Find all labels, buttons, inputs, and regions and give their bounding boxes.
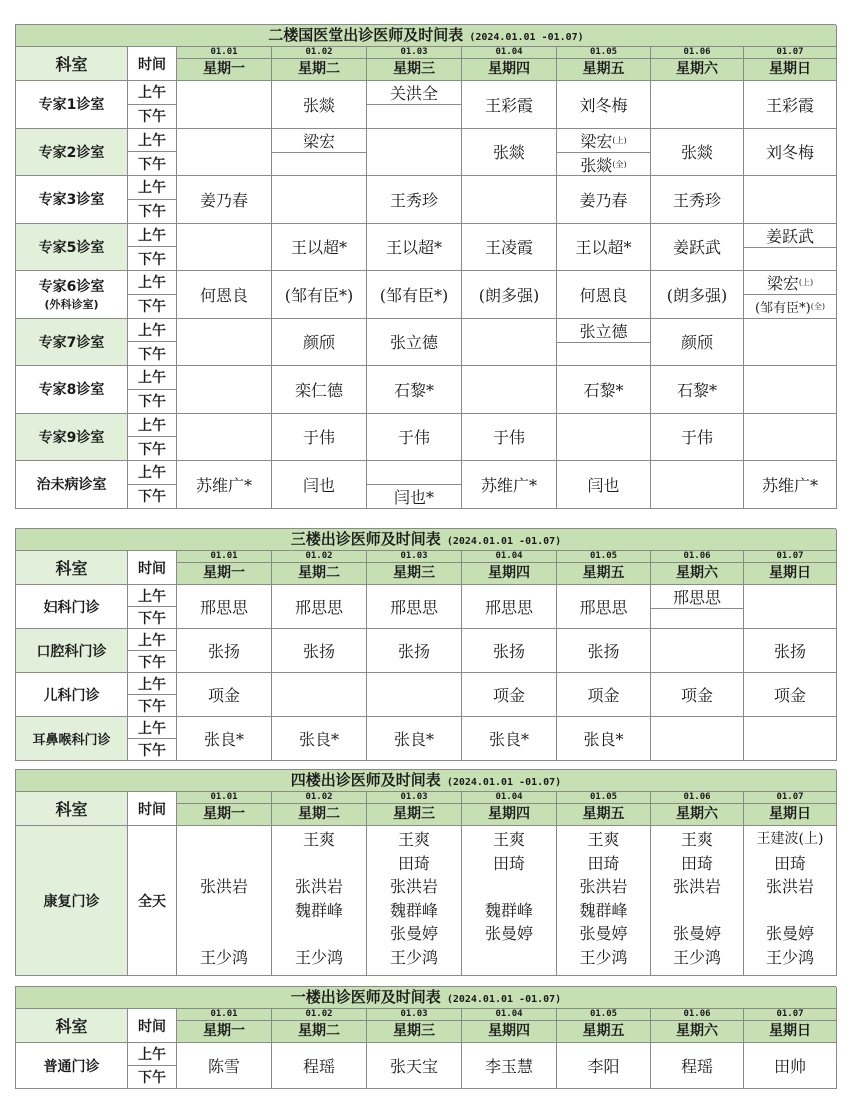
schedule-cell: 王以超* [272,224,367,272]
schedule-cell: 张天宝 [367,1043,462,1089]
date-cell: 01.01 [177,551,272,563]
weekday-cell: 星期三 [367,804,462,826]
dept-name: 妇科门诊 [16,585,128,629]
time-slots: 上午 下午 [128,176,177,224]
time-slots: 上午 下午 [128,629,177,673]
schedule-cell: 陈雪 [177,1043,272,1089]
schedule-cell: 张燚 [651,129,744,177]
weekday-cell: 星期四 [462,804,557,826]
schedule-cell: 王秀珍 [651,176,744,224]
schedule-cell: 王秀珍 [367,176,462,224]
schedule-cell [744,176,837,224]
schedule-cell: 闫也 [557,461,651,509]
time-slots: 上午 下午 [128,673,177,717]
time-slots: 上午 下午 [128,224,177,272]
schedule-cell [177,319,272,367]
dept-name: 专家9诊室 [16,414,128,462]
weekday-cell: 星期五 [557,59,651,81]
weekday-cell: 星期五 [557,1021,651,1043]
schedule-cell [651,717,744,761]
schedule-cell: 颜颀 [651,319,744,367]
weekday-cell: 星期日 [744,804,837,826]
floor3-title: 三楼出诊医师及时间表 (2024.01.01 -01.07) [16,529,837,551]
dept-name: 专家7诊室 [16,319,128,367]
schedule-cell: 张燚 [272,81,367,129]
date-cell: 01.02 [272,792,367,804]
time-slots: 上午 下午 [128,319,177,367]
date-cell: 01.05 [557,792,651,804]
dept-name: 耳鼻喉科门诊 [16,717,128,761]
floor4-title: 四楼出诊医师及时间表 (2024.01.01 -01.07) [16,770,837,792]
schedule-cell [367,129,462,177]
floor3-table [15,528,836,761]
schedule-cell-split: 邢思思 [651,585,744,629]
schedule-cell: 栾仁德 [272,366,367,414]
schedule-cell [177,129,272,177]
schedule-cell: 项金 [462,673,557,717]
staff-stack: 王爽 田琦 张洪岩 张曼婷 王少鸿 [651,826,744,976]
schedule-cell: 程瑶 [272,1043,367,1089]
staff-stack: 王建波(上) 田琦 张洪岩 张曼婷 王少鸿 [744,826,837,976]
schedule-cell: (朗多强) [651,271,744,319]
schedule-cell [177,414,272,462]
weekday-cell: 星期六 [651,804,744,826]
schedule-cell-split: 张立德 [557,319,651,367]
schedule-cell: 项金 [557,673,651,717]
schedule-cell: 王凌霞 [462,224,557,272]
dept-header: 科室 [16,1009,128,1043]
time-slots: 上午 下午 [128,81,177,129]
schedule-cell-split: 梁宏 [272,129,367,177]
weekday-cell: 星期三 [367,563,462,585]
dept-header: 科室 [16,792,128,826]
schedule-cell: 姜乃春 [177,176,272,224]
schedule-cell: 于伟 [367,414,462,462]
schedule-cell: 王彩霞 [744,81,837,129]
time-slots: 上午 下午 [128,129,177,177]
date-cell: 01.02 [272,1009,367,1021]
schedule-cell: 王以超* [557,224,651,272]
schedule-cell: 张良* [272,717,367,761]
time-header: 时间 [128,47,177,81]
weekday-cell: 星期二 [272,1021,367,1043]
schedule-cell: 苏维广* [744,461,837,509]
schedule-cell [272,176,367,224]
date-cell: 01.04 [462,551,557,563]
schedule-cell: 项金 [744,673,837,717]
schedule-cell: 李阳 [557,1043,651,1089]
date-cell: 01.07 [744,47,837,59]
schedule-cell: 张扬 [272,629,367,673]
dept-header: 科室 [16,551,128,585]
schedule-cell: 闫也 [272,461,367,509]
schedule-cell: 姜跃武 [651,224,744,272]
schedule-cell: 张立德 [367,319,462,367]
date-cell: 01.04 [462,792,557,804]
staff-stack: 王爽 田琦 张洪岩 魏群峰 张曼婷 王少鸿 [557,826,651,976]
schedule-cell: 石黎* [557,366,651,414]
time-slots: 上午 下午 [128,414,177,462]
weekday-cell: 星期二 [272,804,367,826]
date-cell: 01.03 [367,47,462,59]
date-cell: 01.06 [651,551,744,563]
date-cell: 01.02 [272,551,367,563]
schedule-cell [177,81,272,129]
dept-name: 专家1诊室 [16,81,128,129]
weekday-cell: 星期日 [744,563,837,585]
schedule-cell: 项金 [651,673,744,717]
schedule-cell: 邢思思 [272,585,367,629]
schedule-cell: 张扬 [462,629,557,673]
dept-name: 治未病诊室 [16,461,128,509]
schedule-cell: 于伟 [272,414,367,462]
date-cell: 01.04 [462,47,557,59]
schedule-cell: 张扬 [557,629,651,673]
schedule-cell [744,414,837,462]
time-slots: 上午 下午 [128,585,177,629]
date-cell: 01.01 [177,792,272,804]
time-slot-all-day: 全天 [128,826,177,976]
schedule-cell [744,366,837,414]
schedule-cell: 邢思思 [177,585,272,629]
date-cell: 01.01 [177,1009,272,1021]
schedule-cell: 邢思思 [462,585,557,629]
weekday-cell: 星期二 [272,59,367,81]
schedule-cell: 张良* [557,717,651,761]
weekday-cell: 星期五 [557,563,651,585]
schedule-cell [367,673,462,717]
weekday-cell: 星期六 [651,59,744,81]
schedule-cell: 田帅 [744,1043,837,1089]
schedule-cell: 张扬 [367,629,462,673]
schedule-cell: 何恩良 [557,271,651,319]
schedule-cell: 刘冬梅 [557,81,651,129]
schedule-cell-split: 关洪全 [367,81,462,129]
schedule-cell: 项金 [177,673,272,717]
staff-stack: 王爽 田琦 张洪岩 魏群峰 张曼婷 王少鸿 [367,826,462,976]
weekday-cell: 星期四 [462,1021,557,1043]
weekday-cell: 星期日 [744,59,837,81]
schedule-cell: 张燚 [462,129,557,177]
floor4-table [15,769,836,976]
schedule-cell: 何恩良 [177,271,272,319]
schedule-cell: 石黎* [651,366,744,414]
weekday-cell: 星期四 [462,563,557,585]
weekday-cell: 星期二 [272,563,367,585]
schedule-cell: 李玉慧 [462,1043,557,1089]
schedule-cell-split: 梁宏 (上) (邹有臣*) (全) [744,271,837,319]
weekday-cell: 星期五 [557,804,651,826]
date-cell: 01.07 [744,1009,837,1021]
date-cell: 01.07 [744,792,837,804]
schedule-cell [462,176,557,224]
dept-name: 专家5诊室 [16,224,128,272]
floor2-table [15,24,836,509]
floor1-table [15,986,836,1089]
date-cell: 01.05 [557,1009,651,1021]
weekday-cell: 星期一 [177,563,272,585]
weekday-cell: 星期一 [177,1021,272,1043]
date-cell: 01.05 [557,551,651,563]
schedule-cell: 张良* [177,717,272,761]
date-cell: 01.06 [651,47,744,59]
floor1-title: 一楼出诊医师及时间表 (2024.01.01 -01.07) [16,987,837,1009]
time-header: 时间 [128,551,177,585]
schedule-cell: 王以超* [367,224,462,272]
schedule-cell [744,585,837,629]
schedule-cell: 邢思思 [367,585,462,629]
dept-name: 口腔科门诊 [16,629,128,673]
schedule-cell [177,224,272,272]
time-header: 时间 [128,1009,177,1043]
weekday-cell: 星期日 [744,1021,837,1043]
date-cell: 01.05 [557,47,651,59]
dept-header: 科室 [16,47,128,81]
date-cell: 01.07 [744,551,837,563]
time-slots: 上午 下午 [128,1043,177,1089]
dept-name: 普通门诊 [16,1043,128,1089]
schedule-cell [744,319,837,367]
schedule-cell [744,717,837,761]
weekday-cell: 星期三 [367,1021,462,1043]
weekday-cell: 星期六 [651,1021,744,1043]
dept-name: 儿科门诊 [16,673,128,717]
schedule-cell: (邹有臣*) [367,271,462,319]
schedule-cell [651,81,744,129]
schedule-cell: (朗多强) [462,271,557,319]
schedule-cell: 石黎* [367,366,462,414]
schedule-cell: 于伟 [651,414,744,462]
date-cell: 01.01 [177,47,272,59]
date-cell: 01.03 [367,1009,462,1021]
staff-stack: 王爽 张洪岩 魏群峰 王少鸿 [272,826,367,976]
schedule-cell: 于伟 [462,414,557,462]
schedule-cell: 张扬 [177,629,272,673]
schedule-cell [462,366,557,414]
date-cell: 01.03 [367,792,462,804]
schedule-cell: 姜乃春 [557,176,651,224]
weekday-cell: 星期一 [177,804,272,826]
dept-name: 专家6诊室 (外科诊室) [16,271,128,319]
weekday-cell: 星期三 [367,59,462,81]
date-cell: 01.03 [367,551,462,563]
schedule-cell: 程瑶 [651,1043,744,1089]
schedule-cell: 颜颀 [272,319,367,367]
schedule-cell [177,366,272,414]
schedule-cell-split: 闫也* [367,461,462,509]
time-slots: 上午 下午 [128,366,177,414]
schedule-cell [462,319,557,367]
schedule-cell: 苏维广* [462,461,557,509]
schedule-cell: 张良* [367,717,462,761]
time-slots: 上午 下午 [128,461,177,509]
schedule-cell: 张良* [462,717,557,761]
schedule-cell: 邢思思 [557,585,651,629]
time-header: 时间 [128,792,177,826]
date-cell: 01.02 [272,47,367,59]
weekday-cell: 星期四 [462,59,557,81]
floor2-title: 二楼国医堂出诊医师及时间表 (2024.01.01 -01.07) [16,25,837,47]
dept-name: 专家2诊室 [16,129,128,177]
schedule-cell [651,461,744,509]
weekday-cell: 星期六 [651,563,744,585]
staff-stack: 王爽 田琦 魏群峰 张曼婷 [462,826,557,976]
schedule-cell: (邹有臣*) [272,271,367,319]
weekday-cell: 星期一 [177,59,272,81]
schedule-cell-split: 梁宏 (上) 张燚 (全) [557,129,651,177]
schedule-cell [557,414,651,462]
date-cell: 01.06 [651,792,744,804]
schedule-cell [272,673,367,717]
staff-stack: 张洪岩 王少鸿 [177,826,272,976]
dept-name: 专家3诊室 [16,176,128,224]
time-slots: 上午 下午 [128,717,177,761]
schedule-cell: 王彩霞 [462,81,557,129]
schedule-cell: 刘冬梅 [744,129,837,177]
date-cell: 01.06 [651,1009,744,1021]
dept-name: 康复门诊 [16,826,128,976]
dept-name: 专家8诊室 [16,366,128,414]
schedule-cell [651,629,744,673]
time-slots: 上午 下午 [128,271,177,319]
date-cell: 01.04 [462,1009,557,1021]
schedule-cell: 苏维广* [177,461,272,509]
schedule-cell-split: 姜跃武 [744,224,837,272]
schedule-cell: 张扬 [744,629,837,673]
